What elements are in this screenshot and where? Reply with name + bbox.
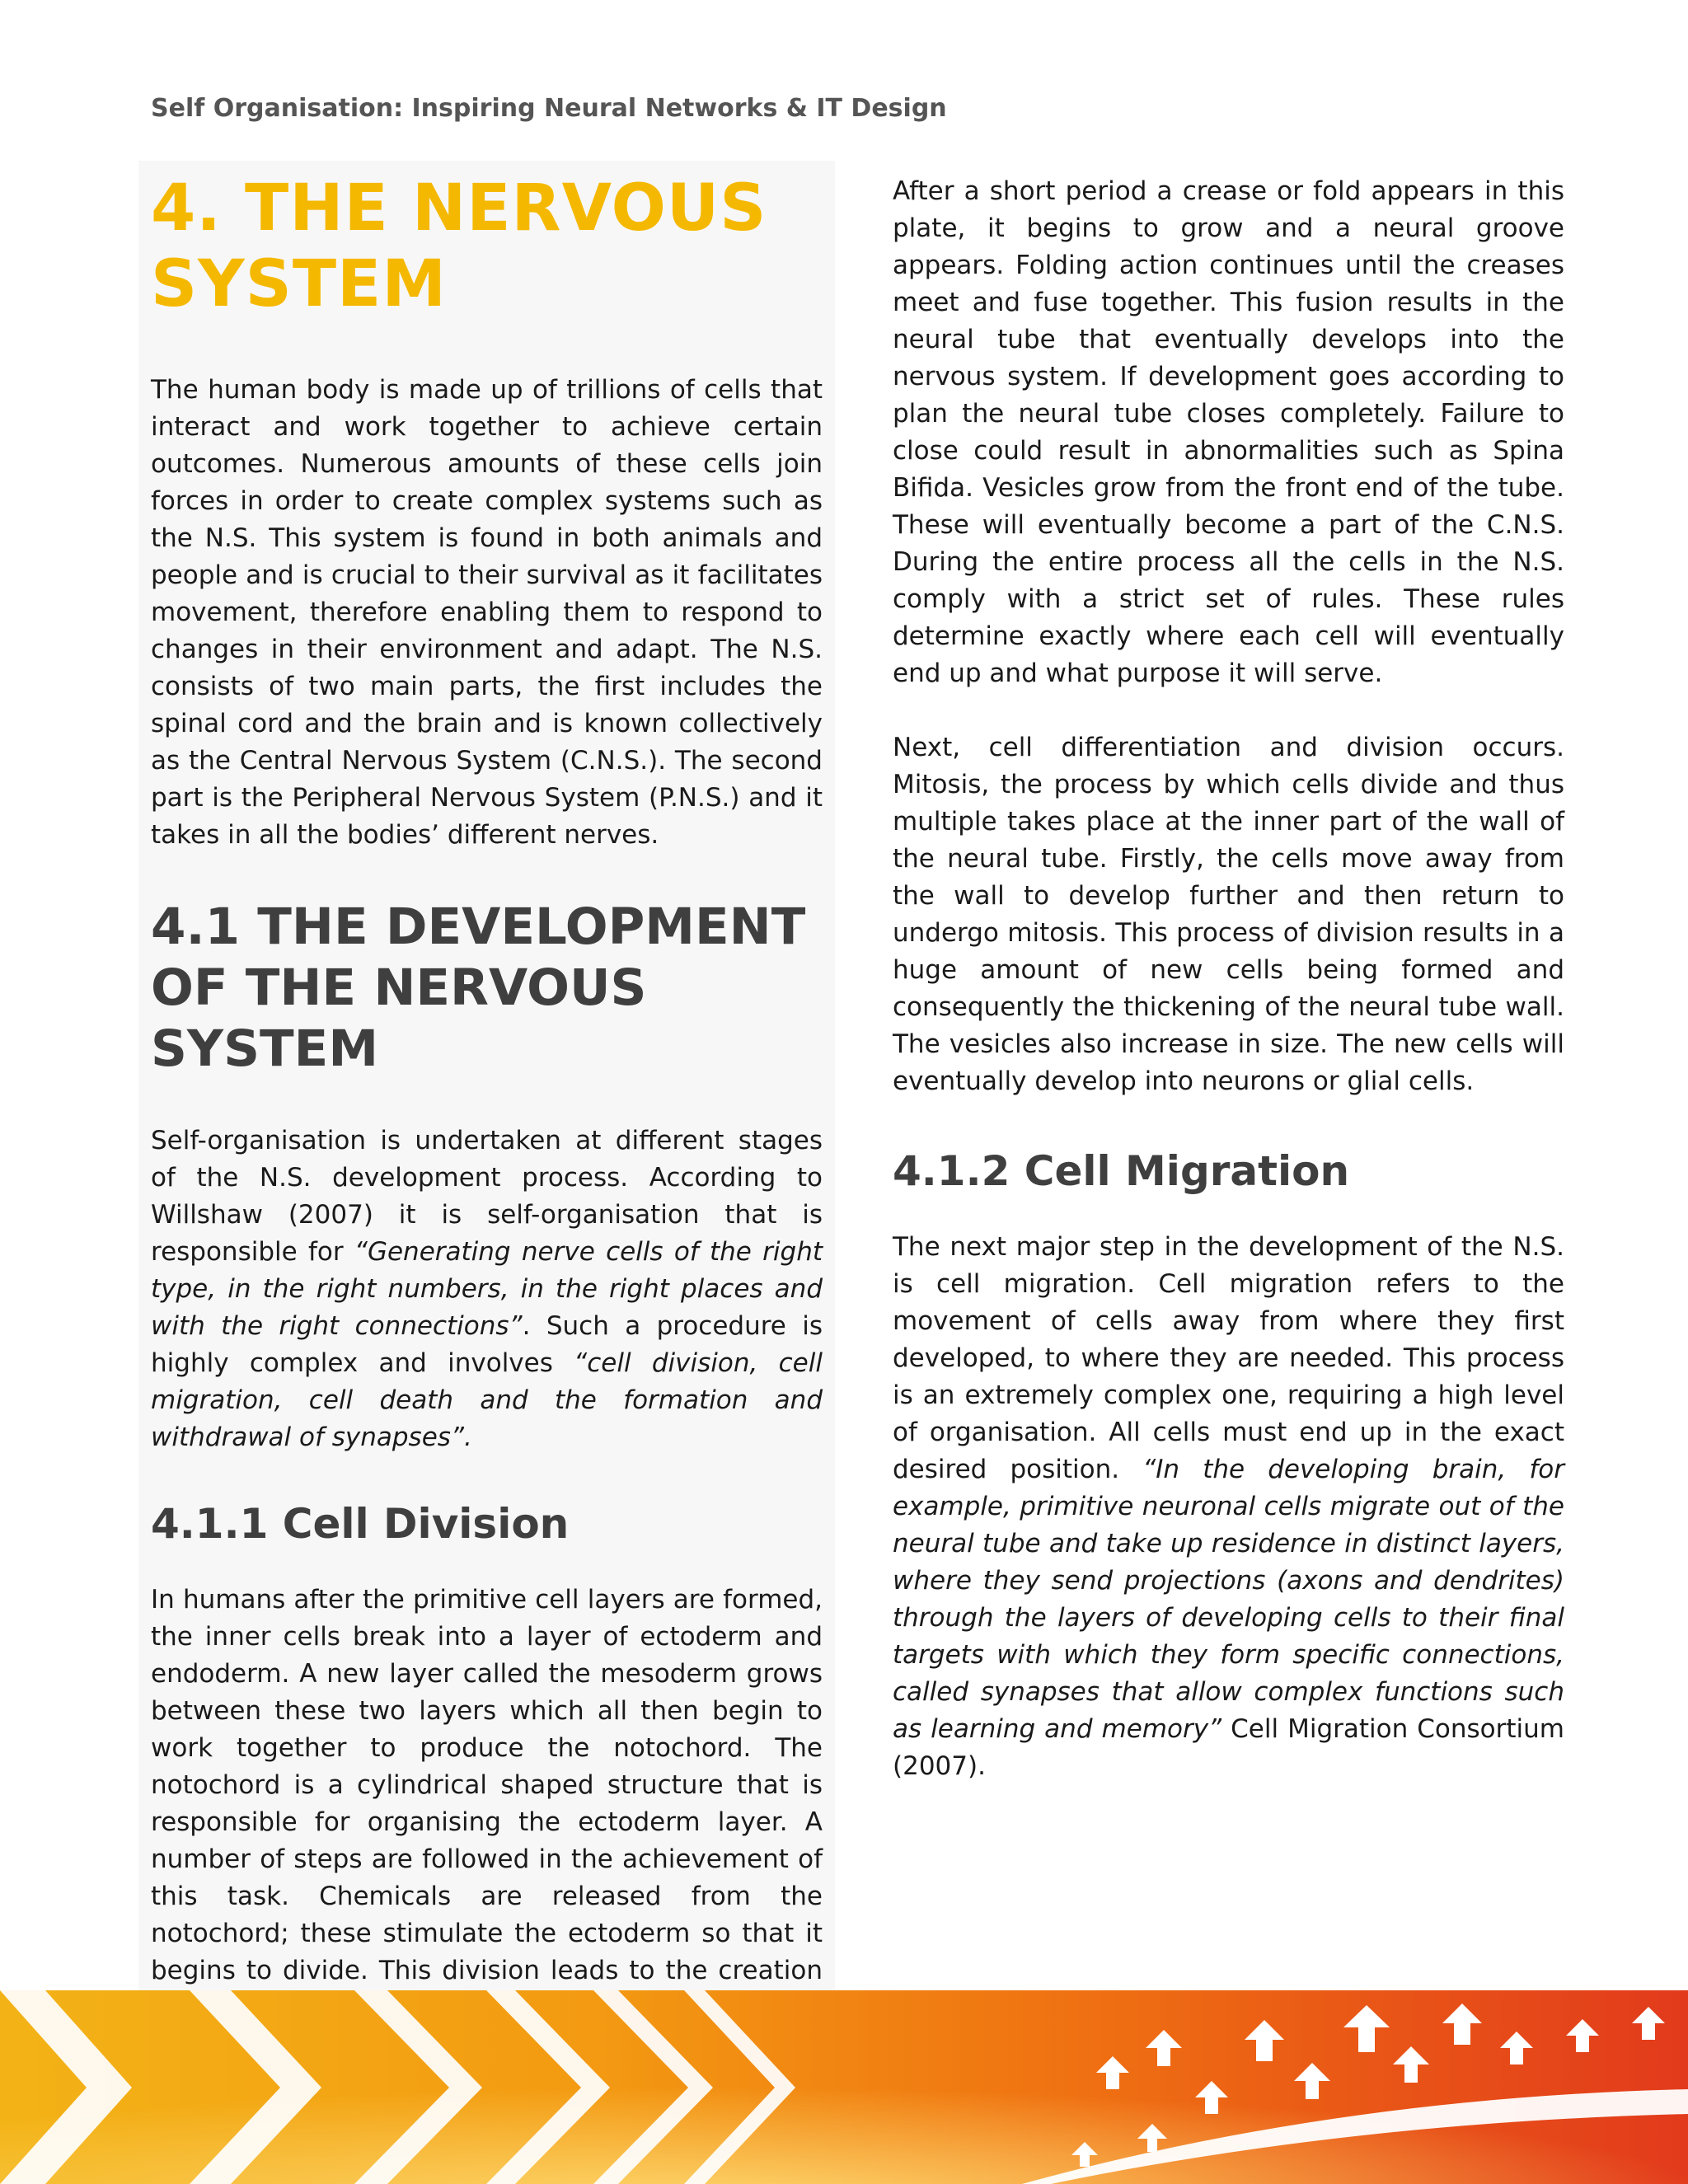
cell-division-text: In humans after the primitive cell layers are formed, the inner cells break into a layer of ectoderm and endoderm. A new layer called the mesoderm grows between these two layers which all then begin to work together to produce the notochord. The notochord is a cylindrical shaped structure that is responsible for organising the ectoderm layer. A number of steps are followed in the achievement of this task. Chemicals are released from the notochord; these stimulate the ectoderm so that it begins to divide. This division leads to the creation [151, 1585, 823, 1985]
right-column [893, 173, 1564, 1785]
cell-migration-text: The next major step in the development of the N.S. is cell migration. Cell migration refers to the movement of cells away from where they first developed, to where they are needed. This process is an extremely complex one, requiring a high level of organisation. All cells must end up in the exact desired position. [893, 1232, 1564, 1484]
development-quote-1: “Generating nerve cells of the right type, in the right numbers, in the right places and with the right connections” [151, 1237, 823, 1341]
section-title: 4.1 THE DEVELOPMENT OF THE NERVOUS SYSTEM [151, 898, 806, 1078]
development-quote-2: “cell division, cell migration, cell death and the formation and withdrawal of synapses”. [151, 1348, 823, 1452]
neural-fold-paragraph: After a short period a crease or fold appears in this plate, it begins to grow and a neural groove appears. Folding action continues until the creases meet and fuse together. This fusion results in the neural tube that eventually develops into the nervous system. If development goes according to plan the neural tube closes completely. Failure to close could result in abnormalities such as Spina Bifida. Vesicles grow from the front end of the tube. These will eventually become a part of the C.N.S. During the entire process all the cells in the N.S. comply with a strict set of rules. These rules determine exactly where each cell will eventually end up and what purpose it will serve. [893, 176, 1564, 688]
left-column [151, 161, 823, 2027]
intro-paragraph: The human body is made up of trillions of cells that interact and work together to achieve certain outcomes. Numerous amounts of these cells join forces in order to create complex systems such as the N.S. This system is found in both animals and people and is crucial to their survival as it facilitates movement, therefore enabling them to respond to changes in their environment and adapt. The N.S. consists of two main parts, the first includes the spinal cord and the brain and is known collectively as the Central Nervous System (C.N.S.). The second part is the Peripheral Nervous System (P.N.S.) and it takes in all the bodies’ different nerves. [151, 375, 823, 850]
cell-division-paragraph [151, 1582, 823, 2027]
subsection-cell-division-title: 4.1.1 Cell Division [151, 1500, 570, 1548]
development-paragraph [151, 1122, 823, 1456]
chapter-title: 4. THE NERVOUS SYSTEM [151, 171, 767, 321]
development-text-1: Self-organisation is undertaken at different stages of the N.S. development process. According to Willshaw (2007) it is self-organisation that is responsible for [151, 1126, 823, 1267]
running-header: Self Organisation: Inspiring Neural Networks & IT Design [151, 94, 947, 123]
subsection-cell-migration-title: 4.1.2 Cell Migration [893, 1147, 1350, 1195]
cell-migration-citation: Cell Migration Consortium (2007). [893, 1714, 1564, 1781]
differentiation-paragraph: Next, cell differentiation and division occurs. Mitosis, the process by which cells divide and thus multiple takes place at the inner part of the wall of the neural tube. Firstly, the cells move away from the wall to develop further and then return to undergo mitosis. This process of division results in a huge amount of new cells being formed and consequently the thickening of the neural tube wall. The vesicles also increase in size. The new cells will eventually develop into neurons or glial cells. [893, 733, 1564, 1096]
cell-migration-quote: “In the developing brain, for example, primitive neuronal cells migrate out of the neural tube and take up residence in distinct layers, where they send projections (axons and dendrites) through the layers of developing cells to their final targets with which they form specific connections, called synapses that allow complex functions such as learning and memory” [893, 1455, 1564, 1744]
cell-migration-paragraph [893, 1229, 1564, 1785]
development-text-2: . Such a procedure is highly complex and involves [151, 1311, 823, 1378]
footer-decorative-band [0, 1990, 1688, 2184]
